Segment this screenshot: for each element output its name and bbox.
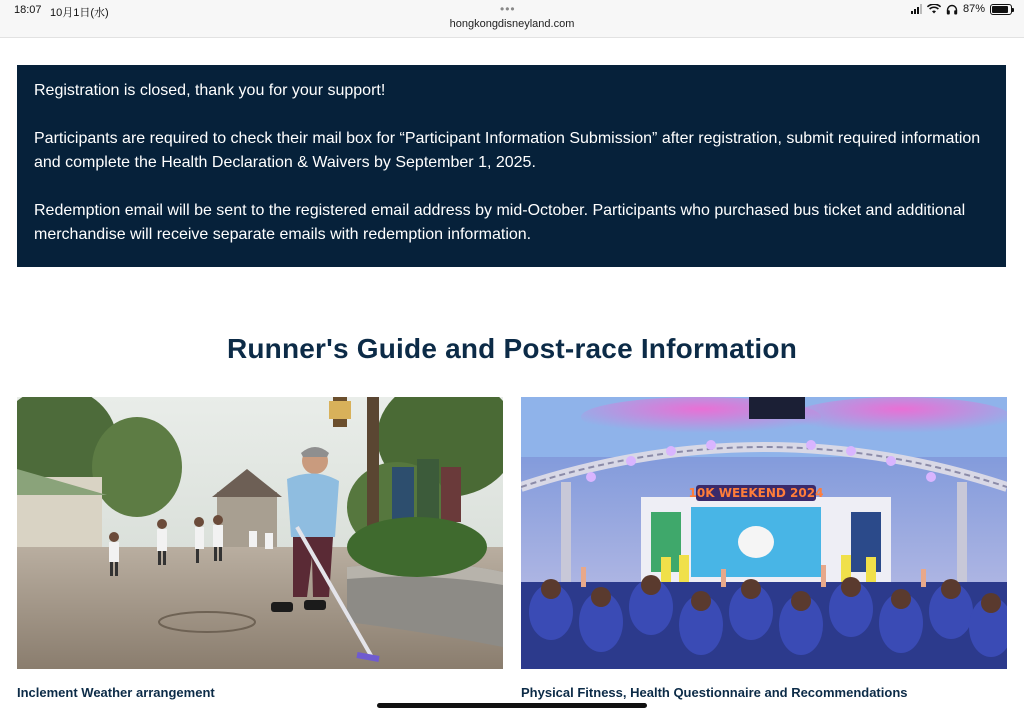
wifi-icon: [927, 4, 941, 14]
inclement-weather-photo[interactable]: [17, 397, 503, 669]
section-title: Runner's Guide and Post-race Information: [226, 333, 798, 364]
more-dots-icon[interactable]: •••: [500, 2, 516, 16]
battery-icon: [990, 4, 1012, 15]
notice-redemption-text: Redemption email will be sent to the registered email address by mid-October. Participants who purchased bus ticket and additional merchandise will receive separate emails with redemption information.: [34, 202, 966, 243]
stage-sign-text: 10K WEEKEND 2024: [688, 486, 824, 500]
card-title[interactable]: Physical Fitness, Health Questionnaire and Recommendations: [521, 685, 908, 700]
registration-notice: [17, 65, 1006, 267]
system-indicators: [911, 3, 1012, 15]
notice-closed-text: Registration is closed, thank you for your support!: [34, 82, 386, 99]
browser-status-bar: [0, 0, 1024, 38]
home-indicator[interactable]: [377, 703, 647, 708]
headphones-icon: [946, 4, 958, 15]
status-date: 10月1日(水): [50, 7, 109, 19]
card-title[interactable]: Inclement Weather arrangement: [17, 685, 215, 700]
stage-event-photo[interactable]: [521, 397, 1007, 669]
battery-percent: 87%: [962, 3, 985, 15]
address-bar-url[interactable]: hongkongdisneyland.com: [449, 18, 575, 30]
cellular-signal-icon: [911, 4, 922, 14]
status-time: 18:07: [14, 4, 42, 16]
notice-submission-text: Participants are required to check their mail box for “Participant Information Submission” after registration, submit required information and complete the Health Declaration & Waivers by September 1, 2025.: [34, 130, 981, 171]
battery-level-fill: [992, 6, 1008, 13]
card-inclement-weather[interactable]: [17, 397, 503, 700]
card-physical-fitness[interactable]: [521, 397, 1007, 700]
